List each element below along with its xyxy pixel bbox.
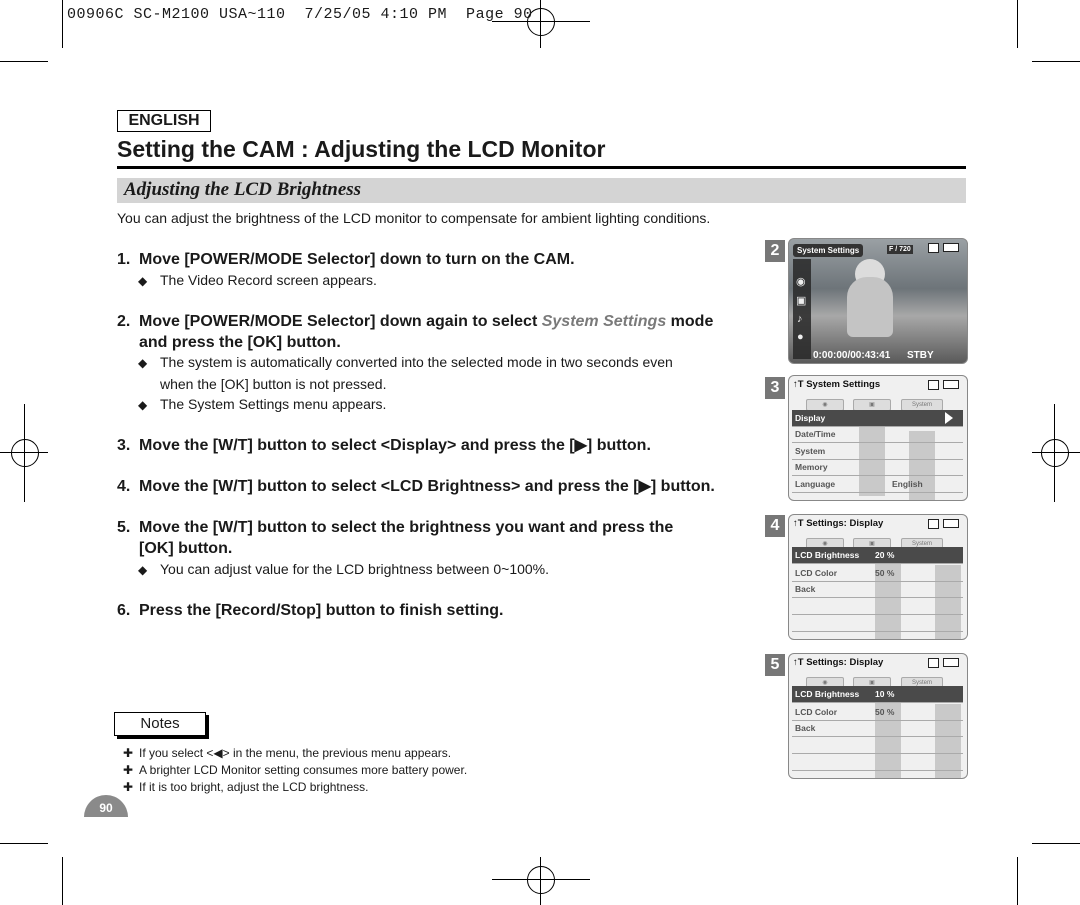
crop-mark (1032, 61, 1080, 62)
memory-card-icon (928, 243, 939, 253)
menu-row-memory[interactable] (792, 459, 963, 476)
step-text: Move the [W/T] button to select <Display> and press the [▶] button. (139, 437, 651, 454)
diamond-bullet-icon: ◆ (138, 398, 148, 412)
step-number: 6. (117, 602, 131, 619)
menu-row-lcd-brightness[interactable] (792, 686, 963, 703)
crop-mark (0, 61, 48, 62)
bullet-text: The Video Record screen appears. (160, 272, 377, 288)
row-label: LCD Color (795, 568, 838, 578)
battery-icon (943, 519, 959, 528)
system-settings-tab: System Settings (793, 244, 863, 257)
crop-mark (62, 0, 63, 48)
tab-camcorder[interactable]: ◉ (806, 399, 844, 411)
menu-row-back[interactable] (792, 581, 963, 598)
row-label: System (795, 446, 826, 456)
crop-mark (24, 404, 25, 502)
menu-row-empty (792, 615, 963, 632)
camera-screen-display-settings-adjusted (788, 653, 968, 779)
menu-row-datetime[interactable] (792, 426, 963, 443)
bullet-text: The system is automatically converted into the selected mode in two seconds even (160, 354, 673, 370)
menu-row-empty (792, 754, 963, 771)
intro-text: You can adjust the brightness of the LCD monitor to compensate for ambient lighting conditions. (117, 210, 711, 226)
row-label: Language (795, 479, 836, 489)
screen-number: 5 (765, 654, 785, 676)
menu-title-text: Settings: Display (806, 657, 884, 668)
step-highlight: System Settings (541, 313, 667, 330)
row-value: 50 % (875, 568, 895, 578)
standby-status: STBY (907, 350, 934, 361)
step-text: Move the [W/T] button to select <LCD Brightness> and press the [▶] button. (139, 478, 715, 495)
page-title: Setting the CAM : Adjusting the LCD Monitor (117, 136, 606, 162)
menu-title: ↑T System Settings (793, 379, 881, 390)
registration-mark-icon (1041, 439, 1069, 467)
registration-mark-icon (527, 866, 555, 894)
menu-row-back[interactable] (792, 720, 963, 737)
crop-mark (0, 843, 48, 844)
menu-row-language[interactable] (792, 476, 963, 493)
step-2 (117, 311, 757, 353)
step-text: Move [POWER/MODE Selector] down to turn on the CAM. (139, 251, 575, 268)
step-text: Move [POWER/MODE Selector] down again to select (139, 313, 542, 330)
step-text: Move the [W/T] button to select the brightness you want and press the (139, 519, 674, 536)
step-number: 2. (117, 313, 131, 330)
camcorder-icon: ◉ (796, 276, 806, 288)
note-item (117, 763, 467, 777)
step-4 (117, 476, 777, 497)
menu-row-lcd-color[interactable] (792, 704, 963, 721)
tab-photo[interactable]: ▣ (853, 677, 891, 689)
step-text: Press the [Record/Stop] button to finish setting. (139, 602, 504, 619)
diamond-bullet-icon: ◆ (138, 563, 148, 577)
bullet-text: You can adjust value for the LCD brightness between 0~100%. (160, 561, 550, 577)
submenu-arrow-icon (945, 412, 953, 424)
crop-mark (1017, 857, 1018, 905)
step-2-bullet (138, 394, 738, 416)
battery-icon (943, 243, 959, 252)
tab-system[interactable]: System (901, 399, 943, 411)
crop-mark (0, 452, 48, 453)
row-value: 50 % (875, 707, 895, 717)
note-text: A brighter LCD Monitor setting consumes more battery power. (139, 763, 468, 777)
quality-indicator: F / 720 (889, 246, 911, 253)
step-5-bullet (138, 559, 738, 581)
crop-mark (1054, 404, 1055, 502)
row-label: Back (795, 584, 816, 594)
battery-icon (943, 380, 959, 389)
menu-row-display[interactable] (792, 410, 963, 427)
step-number: 5. (117, 519, 131, 536)
bullet-text: The System Settings menu appears. (160, 396, 387, 412)
timecode: 0:00:00/00:43:41 (813, 350, 891, 361)
crop-mark (1032, 452, 1080, 453)
menu-row-empty (792, 737, 963, 754)
subject-body (847, 277, 893, 337)
camera-screen-record (788, 238, 968, 364)
crop-mark (540, 857, 541, 905)
step-number: 1. (117, 251, 131, 268)
menu-title: ↑T Settings: Display (793, 518, 884, 529)
step-number: 4. (117, 478, 131, 495)
music-icon: ♪ (797, 313, 803, 325)
row-label: Display (795, 413, 826, 423)
title-rule (117, 166, 966, 169)
memory-card-icon (928, 519, 939, 529)
note-item (117, 746, 451, 760)
tab-system[interactable]: System (901, 677, 943, 689)
page-number: 90 (84, 795, 128, 817)
menu-title-text: Settings: Display (806, 518, 884, 529)
crop-mark (1032, 843, 1080, 844)
screen-number: 3 (765, 377, 785, 399)
step-continuation: and press the [OK] button. (139, 334, 341, 351)
section-title: Adjusting the LCD Brightness (124, 179, 362, 200)
step-number: 3. (117, 437, 131, 454)
tab-photo[interactable]: ▣ (853, 399, 891, 411)
microphone-icon: ● (797, 331, 804, 343)
screen-number: 4 (765, 515, 785, 537)
memory-card-icon (928, 658, 939, 668)
step-2-bullet (138, 352, 738, 395)
notes-label: Notes (114, 712, 206, 736)
menu-row-system[interactable] (792, 443, 963, 460)
row-value: English (892, 479, 923, 489)
row-label: LCD Color (795, 707, 838, 717)
registration-mark-icon (11, 439, 39, 467)
step-3 (117, 435, 757, 456)
cross-bullet-icon: ✚ (122, 763, 134, 777)
step-text: mode (666, 313, 714, 330)
memory-card-icon (928, 380, 939, 390)
row-label: LCD Brightness (795, 689, 860, 699)
bullet-text: when the [OK] button is not pressed. (160, 376, 387, 392)
language-badge: ENGLISH (117, 110, 211, 132)
crop-mark (62, 857, 63, 905)
camera-screen-display-settings (788, 514, 968, 640)
step-6 (117, 600, 757, 621)
note-text: If it is too bright, adjust the LCD brightness. (139, 780, 369, 794)
cross-bullet-icon: ✚ (122, 780, 134, 794)
menu-row-lcd-color[interactable] (792, 565, 963, 582)
battery-icon (943, 658, 959, 667)
menu-row-lcd-brightness[interactable] (792, 547, 963, 564)
note-item (117, 780, 368, 794)
row-label: Memory (795, 462, 828, 472)
tab-camcorder[interactable]: ◉ (806, 538, 844, 550)
menu-title-text: System Settings (806, 379, 881, 390)
row-label: LCD Brightness (795, 550, 860, 560)
tab-camcorder[interactable]: ◉ (806, 677, 844, 689)
row-value: 10 % (875, 689, 895, 699)
tab-system[interactable]: System (901, 538, 943, 550)
menu-title: ↑T Settings: Display (793, 657, 884, 668)
tab-photo[interactable]: ▣ (853, 538, 891, 550)
camera-icon: ▣ (796, 295, 807, 307)
step-5 (117, 517, 757, 559)
note-text: If you select <◀> in the menu, the previous menu appears. (139, 746, 452, 760)
step-continuation: [OK] button. (139, 540, 233, 557)
step-1-bullet (138, 270, 738, 292)
step-1 (117, 249, 757, 270)
crop-mark (1017, 0, 1018, 48)
camera-screen-system-settings (788, 375, 968, 501)
diamond-bullet-icon: ◆ (138, 356, 148, 370)
row-value: 20 % (875, 550, 895, 560)
printer-slug: 00906C SC-M2100 USA~110 7/25/05 4:10 PM Page 90 (67, 6, 533, 23)
mode-sidebar (793, 259, 811, 359)
row-label: Back (795, 723, 816, 733)
menu-row-empty (792, 598, 963, 615)
cross-bullet-icon: ✚ (122, 746, 134, 760)
menu-tabs (806, 399, 956, 409)
screen-number: 2 (765, 240, 785, 262)
row-label: Date/Time (795, 429, 836, 439)
diamond-bullet-icon: ◆ (138, 274, 148, 288)
crop-mark (492, 879, 590, 880)
crop-mark (540, 0, 541, 48)
